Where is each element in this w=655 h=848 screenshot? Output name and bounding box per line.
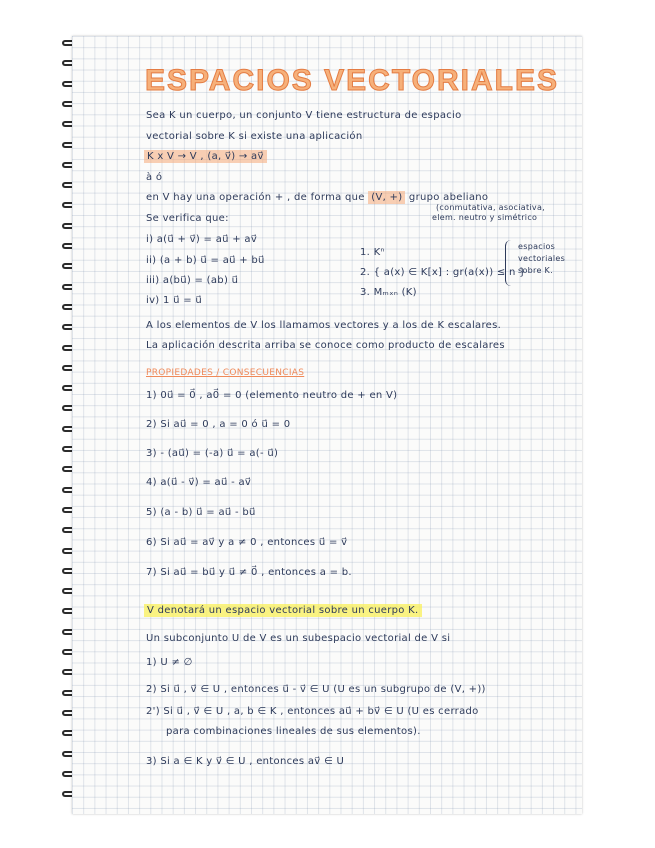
condition-line: 2) Si u⃗ , v⃗ ∈ U , entonces u⃗ - v⃗ ∈ U (U es un subgrupo de (V, +))	[146, 684, 486, 695]
condition-line: 2') Si u⃗ , v⃗ ∈ U , a, b ∈ K , entonces au⃗ + bv⃗ ∈ U (U es cerrado	[146, 706, 479, 717]
highlighted-formula: K x V → V , (a, v⃗) → av⃗	[144, 151, 267, 162]
axiom-line: ii) (a + b) u⃗ = au⃗ + bu⃗	[146, 255, 265, 266]
property-line: 1) 0u⃗ = 0⃗ , a0⃗ = 0 (elemento neutro de + en V)	[146, 390, 398, 401]
brace-label: vectoriales	[518, 254, 566, 263]
axiom-line: iii) a(bu⃗) = (ab) u⃗	[146, 275, 239, 286]
property-line: 6) Si au⃗ = av⃗ y a ≠ 0 , entonces u⃗ = v⃗	[146, 537, 348, 548]
section-heading: PROPIEDADES / CONSECUENCIAS	[146, 368, 305, 378]
text-line: La aplicación descrita arriba se conoce como producto de escalares	[146, 340, 505, 351]
property-line: 7) Si au⃗ = bu⃗ y u⃗ ≠ 0⃗ , entonces a = b.	[146, 567, 352, 578]
condition-line: 3) Si a ∈ K y v⃗ ∈ U , entonces av⃗ ∈ U	[146, 756, 345, 767]
example-line: 2. { a(x) ∈ K[x] : gr(a(x)) ≤ n }	[360, 267, 526, 278]
text-note: elem. neutro y simétrico	[432, 213, 538, 222]
text-line: Sea K un cuerpo, un conjunto V tiene estructura de espacio	[146, 110, 462, 121]
property-line: 5) (a - b) u⃗ = au⃗ - bu⃗	[146, 507, 256, 518]
brace	[505, 240, 514, 286]
text-line: en V hay una operación + , de forma que (V, +) grupo abeliano	[146, 192, 489, 203]
axiom-line: iv) 1 u⃗ = u⃗	[146, 295, 203, 306]
brace-label: espacios	[518, 242, 556, 251]
condition-line: 1) U ≠ ∅	[146, 657, 193, 668]
text-line: vectorial sobre K si existe una aplicación	[146, 131, 363, 142]
text-line: A los elementos de V los llamamos vectores y a los de K escalares.	[146, 320, 502, 331]
property-line: 3) - (au⃗) = (-a) u⃗ = a(- u⃗)	[146, 448, 279, 459]
example-line: 3. Mₘₓₙ (K)	[360, 287, 417, 298]
example-line: 1. Kⁿ	[360, 247, 385, 258]
axiom-line: i) a(u⃗ + v⃗) = au⃗ + av⃗	[146, 234, 258, 245]
condition-line: para combinaciones lineales de sus elementos).	[166, 726, 421, 737]
brace-label: sobre K.	[518, 266, 553, 275]
text-line: Se verifica que:	[146, 213, 229, 224]
highlighted-statement: V denotará un espacio vectorial sobre un cuerpo K.	[144, 605, 422, 616]
text-line: Un subconjunto U de V es un subespacio vectorial de V si	[146, 633, 451, 644]
property-line: 4) a(u⃗ - v⃗) = au⃗ - av⃗	[146, 477, 252, 488]
page-title: ESPACIOS VECTORIALES	[145, 64, 559, 97]
text-note: (conmutativa, asociativa,	[436, 203, 545, 212]
property-line: 2) Si au⃗ = 0 , a = 0 ó u⃗ = 0	[146, 419, 291, 430]
text-line: à ó	[146, 172, 163, 183]
